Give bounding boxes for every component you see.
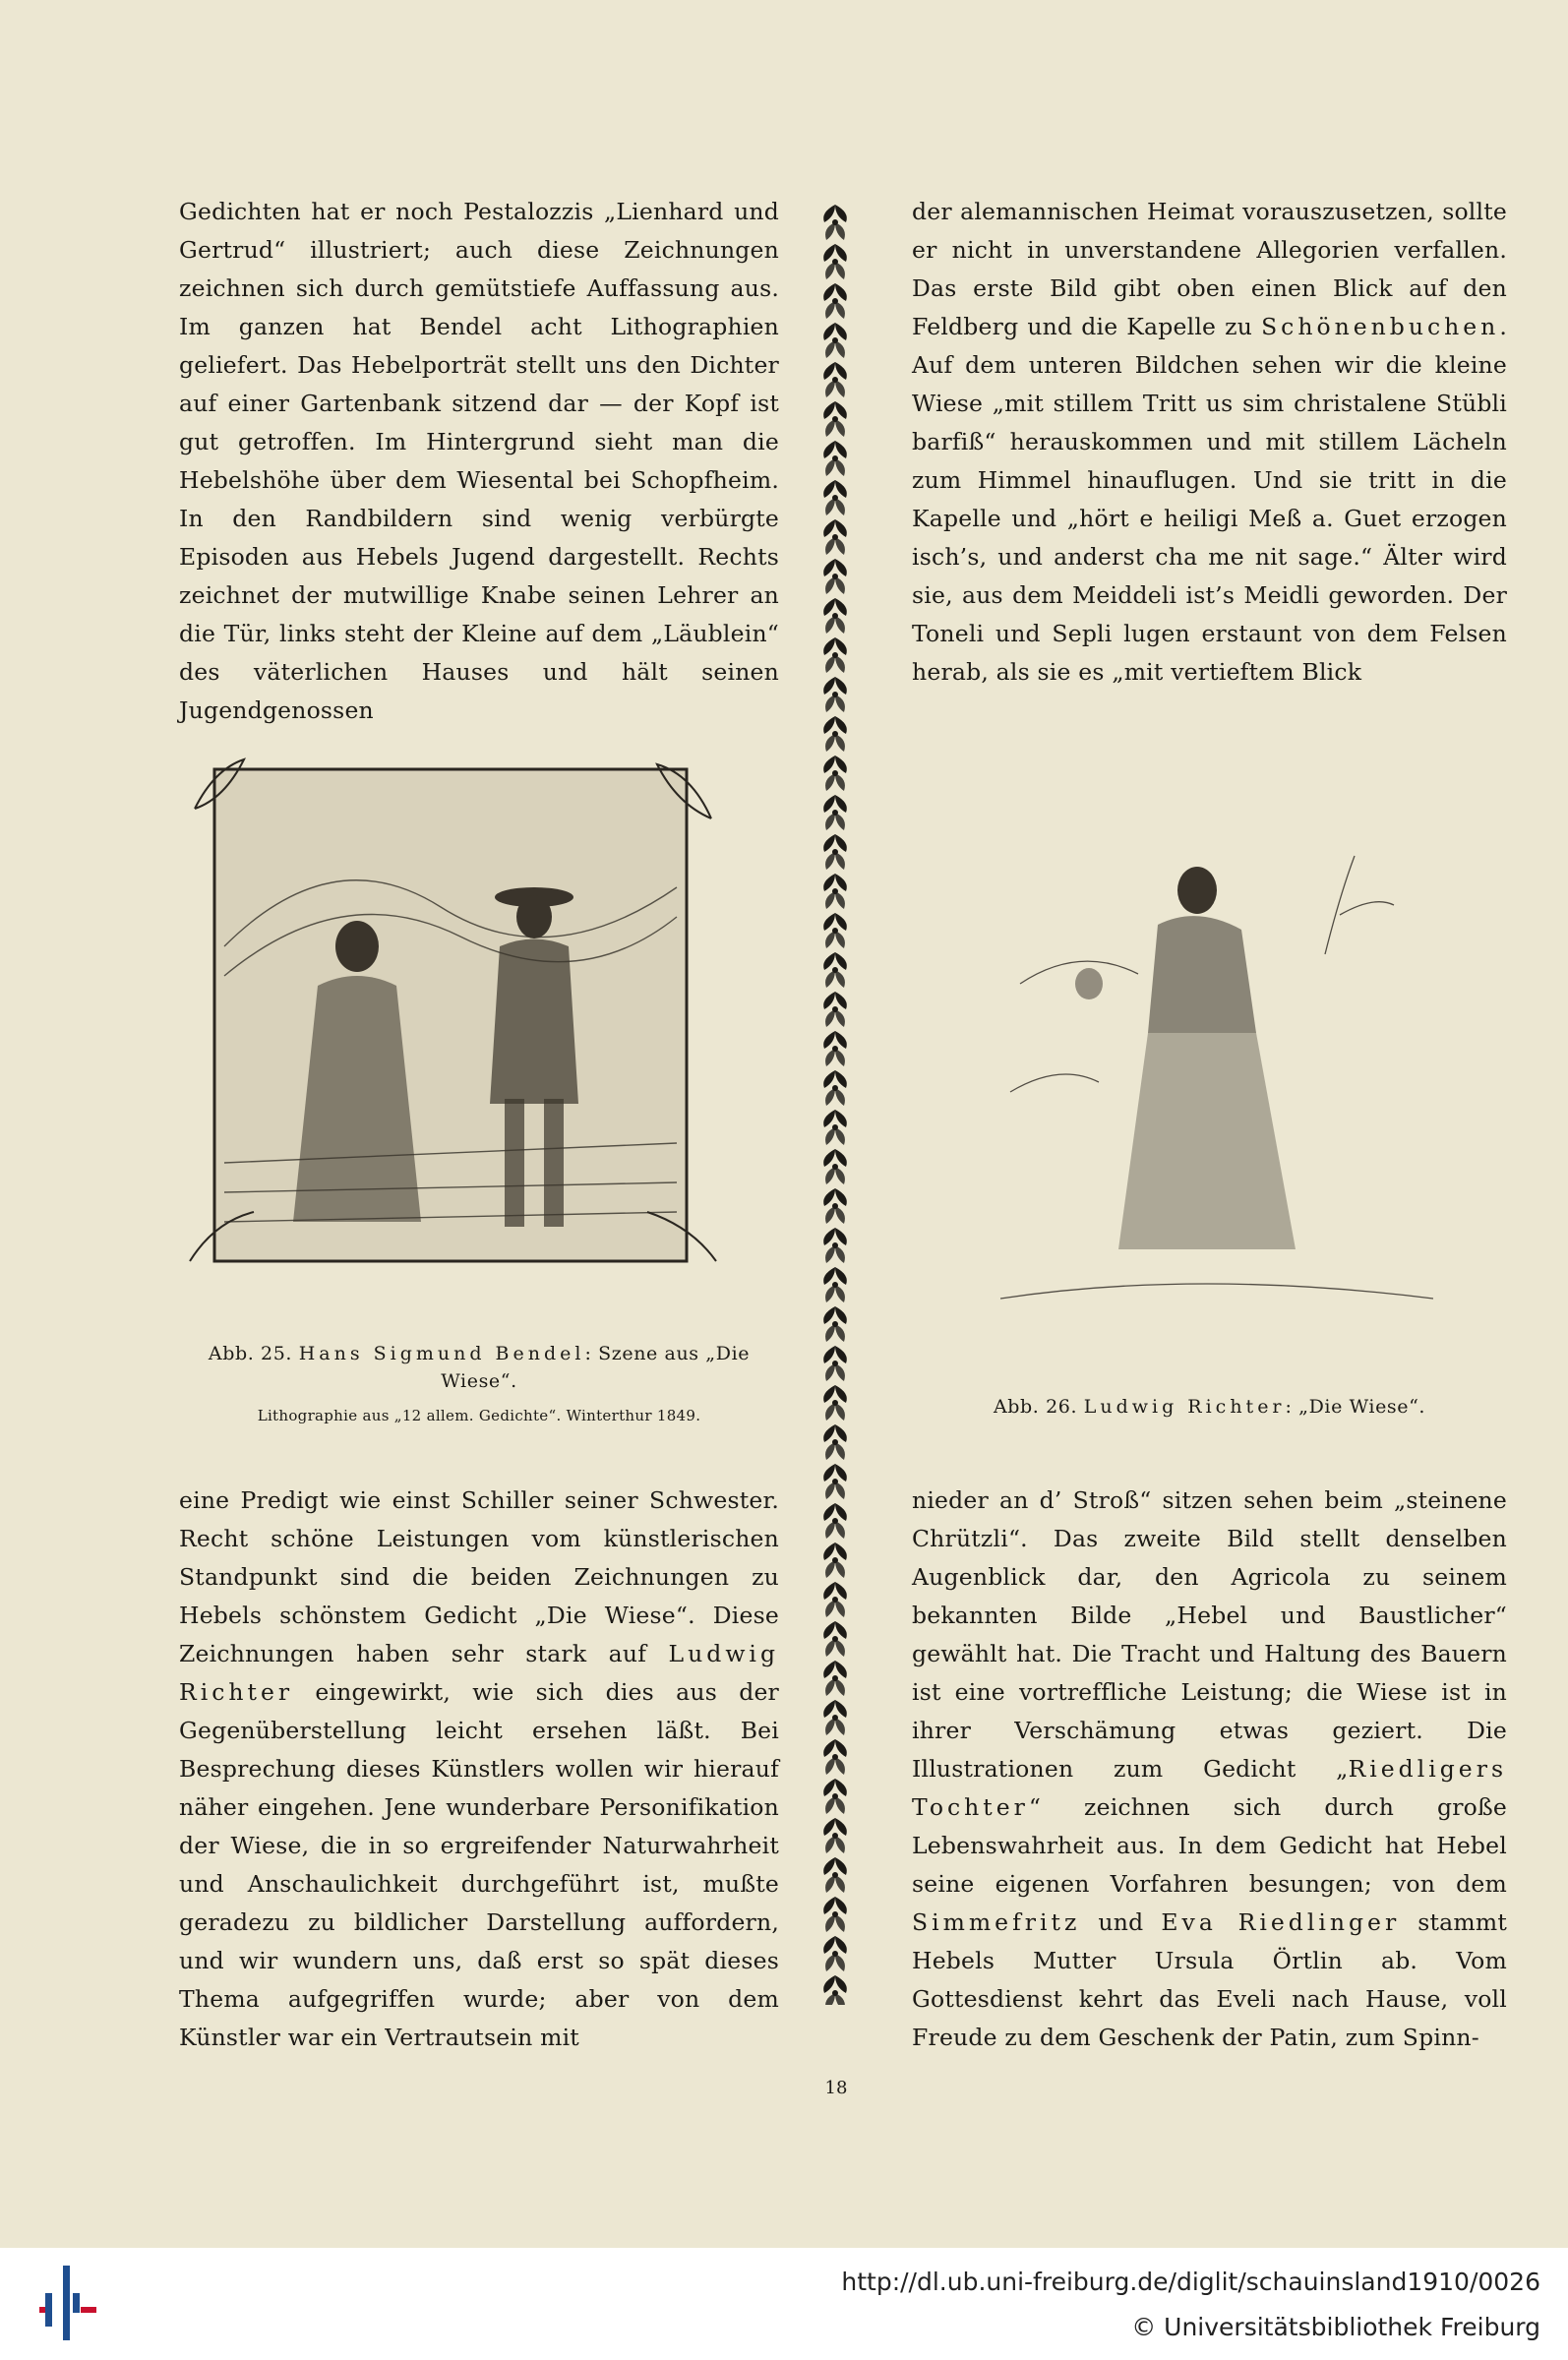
ornamental-column-divider [811,203,860,2005]
ub-freiburg-logo-icon [39,2264,98,2342]
paragraph: eine Predigt wie einst Schiller seiner Schwester. Recht schöne Leistungen vom künstlerischen Standpunkt sind die beiden Zeichnungen zu Hebels schönstem Gedicht „Die Wiese“. Diese Zeichnungen haben sehr stark auf Ludwig Richter eingewirkt, wie sich dies aus der Gegenüberstellung leicht ersehen läßt. Bei Besprechung dieses Künstlers wollen wir hierauf näher eingehen. Jene wunderbare Personifikation der Wiese, die in so ergreifender Naturwahrheit und Anschaulichkeit durchgeführt ist, mußte geradezu zu bildlicher Darstellung auffordern, und wir wundern uns, daß erst so spät dieses Thema aufgegriffen wurde; aber von dem Künstler war ein Vertrautsein mit [179,1486,779,2051]
caption-artist: Ludwig Richter [1083,1396,1286,1418]
document-url-link[interactable]: http://dl.ub.uni-freiburg.de/diglit/schauinsland1910/0026 [841,2268,1540,2296]
paragraph: nieder an d’ Stroß“ sitzen sehen beim „steinene Chrützli“. Das zweite Bild stellt denselben Augenblick dar, den Agricola zu seinem bekannten Bilde „Hebel und Baustlicher“ gewählt hat. Die Tracht und Haltung des Bauern ist eine vortreffliche Leistung; die Wiese ist in ihrer Verschämung etwas geziert. Die Illustrationen zum Gedicht „Riedligers Tochter“ zeichnen sich durch große Lebenswahrheit aus. In dem Gedicht hat Hebel seine eigenen Vorfahren besungen; von dem Simmefritz und Eva Riedlinger stammt Hebels Mutter Ursula Örtlin ab. Vom Gottesdienst kehrt das Eveli nach Hause, voll Freude zu dem Geschenk der Patin, zum Spinn- [912,1486,1507,2051]
paragraph: Gedichten hat er noch Pestalozzis „Lienhard und Gertrud“ illustriert; auch diese Zeichnungen zeichnen sich durch gemütstiefe Auffassung aus. Im ganzen hat Bendel acht Lithographien geliefert. Das Hebelporträt stellt uns den Dichter auf einer Gartenbank sitzend dar — der Kopf ist gut getroffen. Im Hintergrund sieht man die Hebelshöhe über dem Wiesental bei Schopfheim. In den Randbildern sind wenig verbürgte Episoden aus Hebels Jugend dargestellt. Rechts zeichnet der mutwillige Knabe seinen Lehrer an die Tür, links steht der Kleine auf dem „Läublein“ des väterlichen Hauses und hält seinen Jugendgenossen [179,198,779,724]
text-column-right-bottom [912,1482,1507,2057]
text-column-right-top [912,193,1507,692]
spaced-emphasis: Riedligers Tochter [912,1755,1507,1821]
illustration-bendel-scene [185,750,721,1291]
spaced-emphasis: Simmefritz [912,1908,1081,1936]
spaced-emphasis: Schönenbuchen [1261,313,1500,340]
spaced-emphasis: Eva Riedlinger [1161,1908,1401,1936]
figure-caption-25-sub: Lithographie aus „12 allem. Gedichte“. Winterthur 1849. [257,1407,701,1424]
spaced-emphasis: Ludwig Richter [179,1640,779,1706]
illustration-richter-die-wiese [1000,836,1433,1318]
copyright-notice: © Universitätsbibliothek Freiburg [1131,2313,1540,2341]
figure-caption-26: Abb. 26. Ludwig Richter: „Die Wiese“. [993,1396,1426,1418]
paragraph: der alemannischen Heimat vorauszusetzen, sollte er nicht in unverstandene Allegorien verfallen. Das erste Bild gibt oben einen Blick auf den Feldberg und die Kapelle zu Schönenbuchen. Auf dem unteren Bildchen sehen wir die kleine Wiese „mit stillem Tritt us sim christalene Stübli barfiß“ herauskommen und mit stillem Lächeln zum Himmel hinauflugen. Und sie tritt in die Kapelle und „hört e heiligi Meß a. Guet erzogen isch’s, und anderst cha me nit sage.“ Älter wird sie, aus dem Meiddeli ist’s Meidli geworden. Der Toneli und Sepli lugen erstaunt von dem Felsen herab, als sie es „mit vertieftem Blick [912,198,1507,686]
figure-caption-25: Abb. 25. Hans Sigmund Bendel: Szene aus „Die Wiese“. [208,1343,751,1392]
caption-artist: Hans Sigmund Bendel [298,1343,585,1364]
text-column-left-top [179,193,779,730]
text-column-left-bottom [179,1482,779,2057]
page-number: 18 [824,2078,848,2098]
viewer-footer [0,2248,1568,2360]
